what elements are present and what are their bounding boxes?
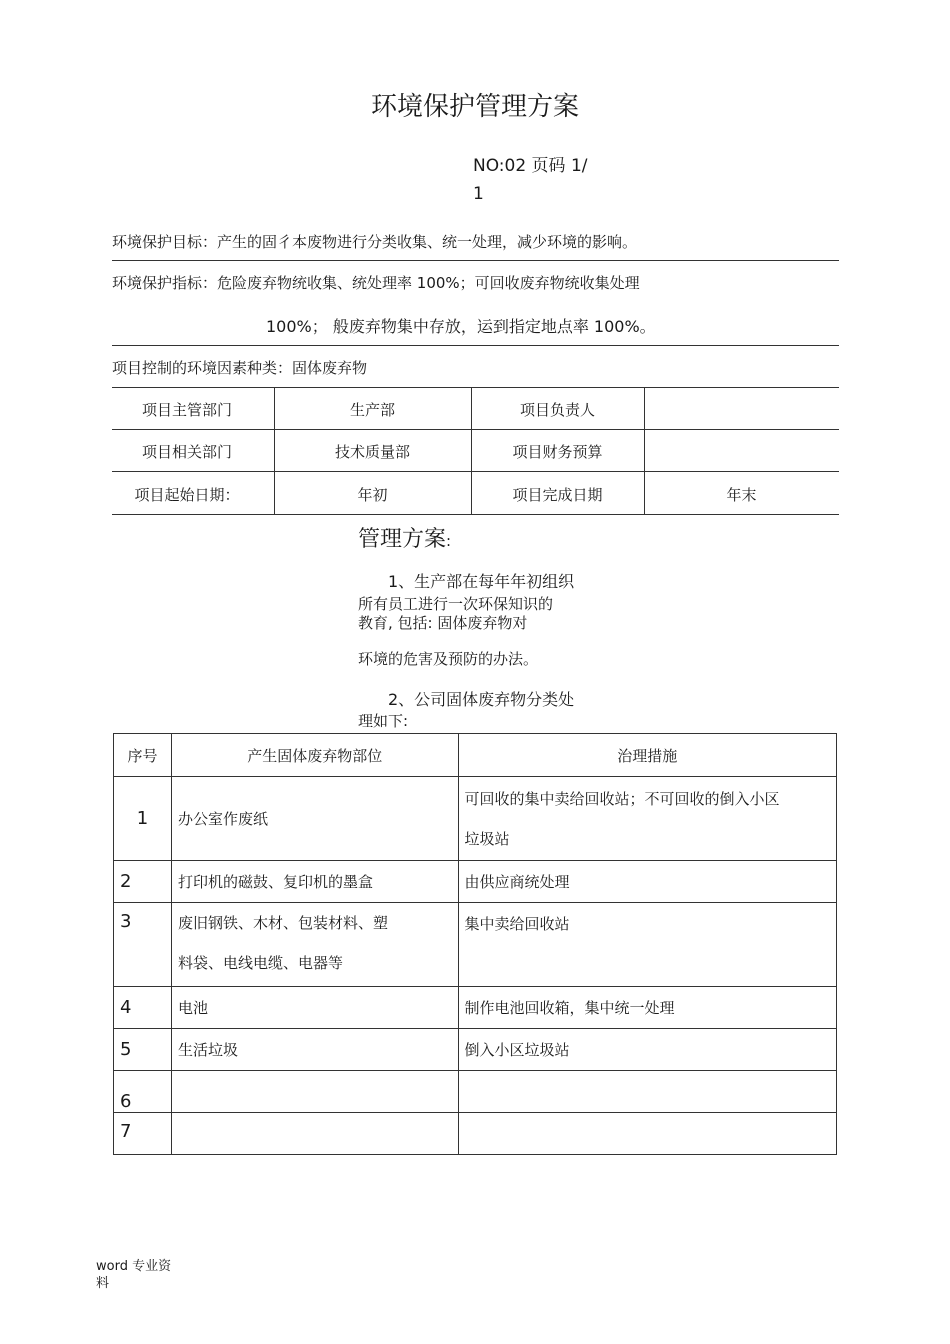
footer-note: word 专业资料 [96, 1259, 172, 1291]
info-value-start-date: 年初 [357, 486, 388, 504]
plan-heading [358, 522, 451, 553]
row-measure: 由供应商统处理 [458, 861, 836, 903]
row-measure [458, 777, 836, 861]
row-measure-line2: 垃圾站 [464, 829, 510, 848]
doc-number-line2: 1 [473, 184, 484, 204]
document-title: 环境保护管理方案 [370, 92, 579, 122]
info-label-related-dept: 项目相关部门 [141, 443, 232, 461]
row-source-line1: 废旧钢铁、木材、包装材料、塑 [177, 914, 388, 932]
row-measure: 制作电池回收箱，集中统一处理 [458, 987, 836, 1029]
header-source: 产生固体废弃物部位 [171, 734, 458, 777]
table-row [114, 1113, 837, 1155]
table-row [114, 1071, 837, 1113]
table-line [112, 387, 839, 388]
row-number: 7 [114, 1113, 172, 1155]
info-value-end-date: 年末 [726, 486, 757, 504]
waste-treatment-table [113, 733, 837, 1155]
doc-number [473, 152, 613, 208]
table-line [112, 429, 839, 430]
info-value-dept: 生产部 [349, 401, 395, 419]
row-measure: 倒入小区垃圾站 [458, 1029, 836, 1071]
table-line [112, 471, 839, 472]
row-measure-line1: 可回收的集中卖给回收站；不可回收的倒入小区 [464, 789, 780, 808]
plan-heading-colon: : [446, 532, 452, 550]
info-label-start-date: 项目起始日期： [134, 486, 240, 504]
row-measure [458, 1113, 836, 1155]
doc-number-line1: NO:02 页码 1/ [473, 156, 588, 176]
plan-item-2-line2: 理如下: [358, 712, 409, 730]
row-source [171, 1071, 458, 1113]
plan-item-1-line4: 环境的危害及预防的办法。 [358, 650, 539, 668]
info-label-end-date: 项目完成日期 [512, 486, 603, 504]
info-label-dept: 项目主管部门 [141, 401, 232, 419]
table-row [114, 777, 837, 861]
row-number: 4 [114, 987, 172, 1029]
table-line [112, 514, 839, 515]
row-source: 打印机的磁鼓、复印机的墨盒 [171, 861, 458, 903]
row-source: 生活垃圾 [171, 1029, 458, 1071]
row-source [171, 903, 458, 987]
divider [112, 260, 839, 261]
info-value-related-dept: 技术质量部 [334, 443, 410, 461]
table-header-row [114, 734, 837, 777]
row-number: 6 [114, 1071, 172, 1113]
row-number: 3 [114, 903, 172, 987]
header-measure: 治理措施 [458, 734, 836, 777]
row-source: 办公室作废纸 [171, 777, 458, 861]
header-no: 序号 [114, 734, 172, 777]
row-source: 电池 [171, 987, 458, 1029]
plan-item-1-line1: 1、生产部在每年年初组织 [388, 572, 575, 591]
plan-item-1-line3: 教育, 包括: 固体废弃物对 [358, 614, 528, 632]
environmental-indicator-line2: 100%； 般废弃物集中存放，运到指定地点率 100%。 [266, 317, 656, 336]
row-source [171, 1113, 458, 1155]
table-row [114, 1029, 837, 1071]
info-label-budget: 项目财务预算 [512, 443, 603, 461]
row-number: 1 [114, 777, 172, 861]
table-row [114, 987, 837, 1029]
plan-item-2-line1: 2、公司固体废弃物分类处 [388, 690, 575, 709]
divider [112, 345, 839, 346]
environmental-factor-type: 项目控制的环境因素种类：固体废弃物 [112, 359, 368, 377]
environmental-indicator-line1: 环境保护指标：危险废弃物统收集、统处理率 100%；可回收废弃物统收集处理 [112, 274, 640, 292]
plan-item-1-line2: 所有员工进行一次环保知识的 [358, 595, 554, 613]
row-measure: 集中卖给回收站 [458, 903, 836, 987]
table-row [114, 903, 837, 987]
plan-heading-text: 管理方案 [358, 527, 447, 552]
row-number: 2 [114, 861, 172, 903]
row-source-line2: 料袋、电线电缆、电器等 [177, 954, 343, 972]
table-row [114, 861, 837, 903]
row-measure [458, 1071, 836, 1113]
environmental-goal: 环境保护目标：产生的固彳本废物进行分类收集、统一处理，减少环境的影响。 [112, 233, 638, 251]
row-number: 5 [114, 1029, 172, 1071]
info-label-leader: 项目负责人 [519, 401, 595, 419]
